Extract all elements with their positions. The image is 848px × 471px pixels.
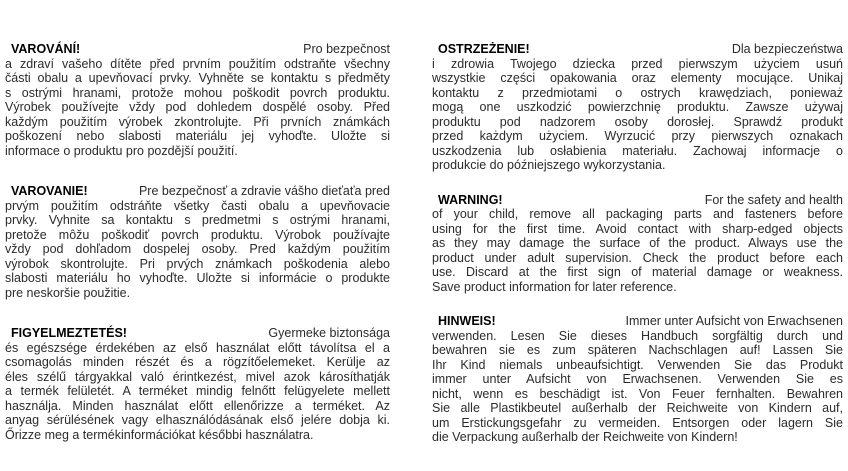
text-line: csomagolás minden részét és a rögzítőelemeket. Kerülje az <box>5 355 390 369</box>
text-line: pre neskoršie použitie. <box>5 285 131 300</box>
text-line: poškození nebo slabosti materiálu jej vyhoďte. Uložte si <box>5 129 390 143</box>
warning-section-warning <box>432 193 843 295</box>
section-header: OSTRZEŻENIE! <box>438 42 530 56</box>
section-first-line <box>5 184 390 199</box>
section-first-line <box>432 42 843 57</box>
text-line: pretože môžu poškodiť povrch produktu. Výrobok používajte <box>5 227 390 242</box>
column-right <box>432 42 843 471</box>
text-line: using for the first time. Avoid contact with sharp-edged objects <box>432 221 843 236</box>
text-line: části obalu a upevňovací prvky. Vyhněte se kontaktu s předměty <box>5 71 390 85</box>
text-line: die Verpackung außerhalb der Reichweite von Kindern! <box>432 430 738 444</box>
section-header: WARNING! <box>438 192 503 207</box>
text-line: produkcie do późniejszego wykorzystania. <box>432 158 666 172</box>
text-line: verwenden. Lesen Sie dieses Handbuch sorgfältig durch und <box>432 328 843 343</box>
text-line: és egészsége érdekében az első használat előtt távolítsa el a <box>5 340 390 355</box>
text-line: használja. Minden használat előtt ellenőrizze a terméket. Az <box>5 398 390 413</box>
warning-section-ostrzezenie <box>432 42 843 173</box>
text-line: vždy pod dohľadom dospelej osoby. Pred každým použitím <box>5 242 390 256</box>
text-line: uszkodzenia lub osłabienia materiału. Zachowaj informacje o <box>432 143 843 158</box>
warning-section-figyelmeztetes <box>5 326 390 442</box>
text-line: informace o produktu pro pozdější použití. <box>5 143 238 158</box>
section-header: VAROVANIE! <box>11 184 88 198</box>
section-first-line <box>5 42 390 57</box>
section-header: FIGYELMEZTETÉS! <box>11 326 127 340</box>
text-line: przed każdym użyciem. Wyrzucić przy pierwszych oznakach <box>432 129 843 143</box>
text-line: éles szélű tárgyakkal való érintkezést, mivel azok károsíthatják <box>5 369 390 384</box>
text-line: prvky. Vyhnite sa kontaktu s predmetmi s ostrými hranami, <box>5 213 390 227</box>
section-first-line-text: Dla bezpieczeństwa <box>731 42 843 56</box>
text-line: Ihr Kind niemals unbeaufsichtigt. Verwenden Sie das Produkt <box>432 357 843 372</box>
section-header: VAROVÁNÍ! <box>11 42 81 56</box>
text-line: wszystkie części opakowania oraz elementy mocujące. Unikaj <box>432 71 843 85</box>
text-line: bewahren sie es zum späteren Nachschlagen auf! Lassen Sie <box>432 343 843 357</box>
text-line: Save product information for later reference. <box>432 279 677 294</box>
text-line: každým použitím výrobek zkontrolujte. Při prvních známkách <box>5 114 390 129</box>
section-header: HINWEIS! <box>438 314 496 328</box>
warning-section-hinweis <box>432 314 843 445</box>
text-line: a zdraví vašeho dítěte před prvním použitím odstraňte všechny <box>5 56 390 71</box>
text-line: s ostrými hranami, protože mohou poškodit povrch produktu. <box>5 85 390 100</box>
section-first-line-text: Pre bezpečnosť a zdravie vášho dieťaťa pred <box>138 184 390 198</box>
text-line: mogą one uszkodzić powierzchnię produktu. Zawsze używaj <box>432 100 843 114</box>
section-first-line <box>432 314 843 329</box>
text-line: a termék felületét. A terméket mindig felnőtt felügyelete mellett <box>5 384 390 398</box>
section-first-line <box>5 326 390 341</box>
text-line: use. Discard at the first sign of material damage or weakness. <box>432 265 843 279</box>
text-line: immer unter Aufsicht von Erwachsenen. Verwenden Sie es <box>432 372 843 386</box>
section-first-line-text: For the safety and health <box>704 192 843 207</box>
text-line: product under adult supervision. Check the product before each <box>432 250 843 265</box>
text-line: Výrobek používejte vždy pod dohledem dospělé osoby. Před <box>5 100 390 114</box>
section-first-line-text: Pro bezpečnost <box>303 42 390 56</box>
text-line: produktu pod nadzorem osoby dorosłej. Sprawdź produkt <box>432 114 843 129</box>
warning-section-varovani <box>5 42 390 158</box>
section-first-line-text: Immer unter Aufsicht von Erwachsenen <box>625 314 843 328</box>
text-line: as they may damage the surface of the product. Always use the <box>432 236 843 250</box>
text-line: anyag sérülésének vagy elhasználódásának első jelére dobja ki. <box>5 413 390 427</box>
text-line: kontaktu z przedmiotami o ostrych krawędziach, ponieważ <box>432 85 843 100</box>
section-first-line-text: Gyermeke biztonsága <box>268 326 390 340</box>
warning-section-varovanie <box>5 184 390 300</box>
section-first-line <box>432 193 843 208</box>
column-left <box>5 42 390 471</box>
text-line: výrobok skontrolujte. Pri prvých známkach poškodenia alebo <box>5 256 390 271</box>
text-line: nicht, wenn es beschädigt ist. Von Feuer fernhalten. Bewahren <box>432 386 843 401</box>
text-line: Sie alle Plastikbeutel außerhalb der Reichweite von Kindern auf, <box>432 401 843 415</box>
text-line: um Erstickungsgefahr zu vermeiden. Entsorgen oder lagern Sie <box>432 415 843 430</box>
text-line: i zdrowia Twojego dziecka przed pierwszym użyciem usuń <box>432 56 843 71</box>
text-line: slabosti materiálu ho vyhoďte. Uložte si informácie o produkte <box>5 271 390 285</box>
text-line: of your child, remove all packaging parts and fasteners before <box>432 207 843 221</box>
text-line: Őrizze meg a termékinformációkat későbbi használatra. <box>5 427 314 442</box>
text-line: prvým použitím odstráňte všetky časti obalu a upevňovacie <box>5 198 390 213</box>
